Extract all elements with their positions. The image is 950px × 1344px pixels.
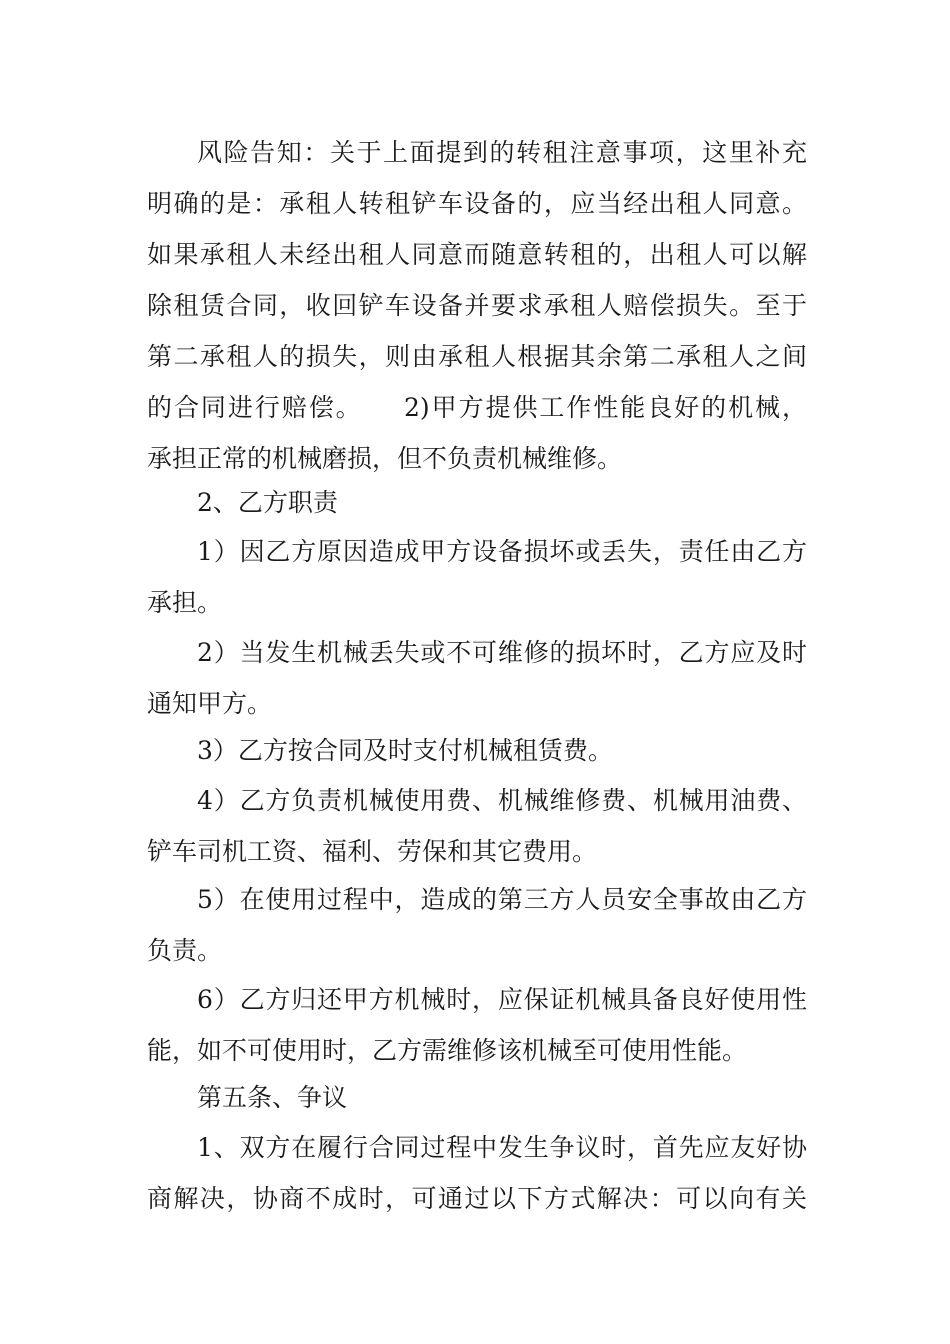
list-item bbox=[147, 627, 807, 729]
text-line: 承担正常的机械磨损，但不负责机械维修。 bbox=[147, 444, 623, 473]
text-line: 能，如不可使用时，乙方需维修该机械至可使用性能。 bbox=[147, 1036, 748, 1065]
text-line: 1）因乙方原因造成甲方设备损坏或丢失，责任由乙方 bbox=[197, 537, 807, 566]
list-item bbox=[147, 775, 807, 877]
party-b-duties-heading bbox=[147, 477, 807, 528]
text-line: 3）乙方按合同及时支付机械租赁费。 bbox=[197, 736, 613, 765]
text-line: 负责。 bbox=[147, 936, 223, 965]
risk-notice-paragraph bbox=[147, 127, 807, 484]
text-line: 第二承租人的损失，则由承租人根据其余第二承租人之间 bbox=[147, 342, 807, 371]
section-heading: 第五条、争议 bbox=[197, 1083, 348, 1112]
text-line: 商解决，协商不成时，可通过以下方式解决：可以向有关 bbox=[147, 1184, 807, 1213]
text-line: 铲车司机工资、福利、劳保和其它费用。 bbox=[147, 837, 598, 866]
text-line: 2）当发生机械丢失或不可维修的损坏时，乙方应及时 bbox=[197, 638, 807, 667]
list-item bbox=[147, 725, 807, 776]
list-item bbox=[147, 874, 807, 976]
text-line: 4）乙方负责机械使用费、机械维修费、机械用油费、 bbox=[197, 786, 807, 815]
list-item bbox=[147, 526, 807, 628]
dispute-paragraph bbox=[147, 1122, 807, 1224]
section-heading: 2、乙方职责 bbox=[197, 488, 338, 517]
text-line: 的合同进行赔偿。 2)甲方提供工作性能良好的机械， bbox=[147, 393, 807, 422]
list-item bbox=[147, 974, 807, 1076]
text-line: 如果承租人未经出租人同意而随意转租的，出租人可以解 bbox=[147, 240, 807, 269]
text-line: 6）乙方归还甲方机械时，应保证机械具备良好使用性 bbox=[197, 985, 807, 1014]
text-line: 风险告知：关于上面提到的转租注意事项，这里补充 bbox=[197, 138, 807, 167]
text-line: 5）在使用过程中，造成的第三方人员安全事故由乙方 bbox=[197, 885, 807, 914]
text-line: 通知甲方。 bbox=[147, 689, 273, 718]
article-5-heading bbox=[147, 1072, 807, 1123]
text-line: 1、双方在履行合同过程中发生争议时，首先应友好协 bbox=[197, 1133, 807, 1162]
text-line: 明确的是：承租人转租铲车设备的，应当经出租人同意。 bbox=[147, 189, 807, 218]
text-line: 承担。 bbox=[147, 588, 223, 617]
text-line: 除租赁合同，收回铲车设备并要求承租人赔偿损失。至于 bbox=[147, 291, 807, 320]
